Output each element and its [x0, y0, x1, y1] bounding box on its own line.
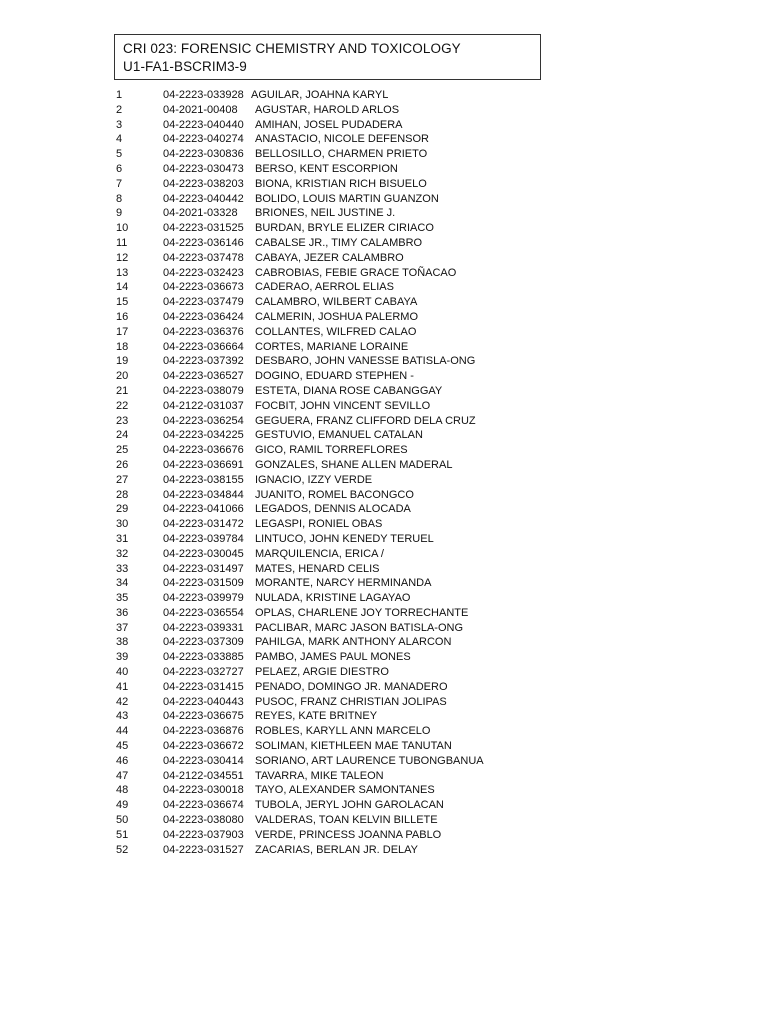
student-number: 36 — [116, 606, 129, 619]
student-name: PAMBO, JAMES PAUL MONES — [255, 651, 411, 664]
student-name: LEGADOS, DENNIS ALOCADA — [255, 503, 411, 516]
student-name: BIONA, KRISTIAN RICH BISUELO — [255, 177, 427, 190]
student-name: CORTES, MARIANE LORAINE — [255, 340, 409, 353]
student-id: 04-2223-036672 — [163, 740, 244, 753]
course-title-box — [114, 34, 541, 80]
student-id: 04-2223-038079 — [163, 384, 244, 397]
student-name: ANASTACIO, NICOLE DEFENSOR — [255, 133, 429, 146]
student-number: 34 — [116, 577, 129, 590]
student-row — [116, 221, 536, 236]
student-id: 04-2223-031509 — [163, 577, 244, 590]
student-id: 04-2223-036876 — [163, 725, 244, 738]
student-number: 3 — [116, 118, 123, 131]
student-number: 11 — [116, 236, 128, 249]
student-row — [116, 591, 536, 606]
student-row — [116, 458, 536, 473]
student-number: 7 — [116, 177, 123, 190]
student-number: 10 — [116, 222, 129, 235]
student-id: 04-2223-037309 — [163, 636, 244, 649]
student-id: 04-2223-031525 — [163, 222, 244, 235]
student-id: 04-2223-036554 — [163, 606, 244, 619]
student-number: 12 — [116, 251, 129, 264]
student-number: 16 — [116, 310, 129, 323]
student-row — [116, 547, 536, 562]
student-number: 40 — [116, 666, 129, 679]
student-id: 04-2223-036691 — [163, 458, 244, 471]
student-id: 04-2021-03328 — [163, 207, 238, 220]
student-number: 25 — [116, 444, 129, 457]
student-id: 04-2223-038203 — [163, 177, 244, 190]
student-id: 04-2122-034551 — [163, 769, 244, 782]
student-name: LINTUCO, JOHN KENEDY TERUEL — [255, 532, 434, 545]
student-id: 04-2223-039784 — [163, 532, 244, 545]
student-row — [116, 428, 536, 443]
student-row — [116, 384, 536, 399]
student-id: 04-2223-030045 — [163, 547, 244, 560]
student-name: FOCBIT, JOHN VINCENT SEVILLO — [255, 399, 431, 412]
student-number: 49 — [116, 799, 129, 812]
student-id: 04-2223-036675 — [163, 710, 244, 723]
student-name: CABROBIAS, FEBIE GRACE TOÑACAO — [255, 266, 457, 279]
student-name: DOGINO, EDUARD STEPHEN - — [255, 370, 414, 383]
student-id: 04-2223-036664 — [163, 340, 244, 353]
student-number: 22 — [116, 399, 129, 412]
student-number: 51 — [116, 828, 129, 841]
student-row — [116, 88, 536, 103]
student-name: ROBLES, KARYLL ANN MARCELO — [255, 725, 431, 738]
student-id: 04-2223-030414 — [163, 754, 244, 767]
student-id: 04-2223-032423 — [163, 266, 244, 279]
student-id: 04-2223-036254 — [163, 414, 244, 427]
student-row — [116, 147, 536, 162]
student-number: 21 — [116, 384, 129, 397]
student-id: 04-2223-036146 — [163, 236, 244, 249]
student-number: 17 — [116, 325, 129, 338]
student-name: PACLIBAR, MARC JASON BATISLA-ONG — [255, 621, 464, 634]
student-id: 04-2223-034225 — [163, 429, 244, 442]
student-id: 04-2021-00408 — [163, 103, 238, 116]
student-name: GONZALES, SHANE ALLEN MADERAL — [255, 458, 453, 471]
student-id: 04-2223-036676 — [163, 444, 244, 457]
student-name: MARQUILENCIA, ERICA / — [255, 547, 384, 560]
student-number: 20 — [116, 370, 129, 383]
student-row — [116, 266, 536, 281]
student-name: TAVARRA, MIKE TALEON — [255, 769, 384, 782]
student-id: 04-2223-038080 — [163, 814, 244, 827]
student-name: VALDERAS, TOAN KELVIN BILLETE — [255, 814, 438, 827]
student-row — [116, 621, 536, 636]
student-name: JUANITO, ROMEL BACONGCO — [255, 488, 414, 501]
student-name: LEGASPI, RONIEL OBAS — [255, 518, 383, 531]
student-row — [116, 488, 536, 503]
student-row — [116, 709, 536, 724]
student-id: 04-2122-031037 — [163, 399, 244, 412]
student-name: SORIANO, ART LAURENCE TUBONGBANUA — [255, 754, 484, 767]
student-row — [116, 295, 536, 310]
student-id: 04-2223-030018 — [163, 784, 244, 797]
student-id: 04-2223-031497 — [163, 562, 244, 575]
student-number: 6 — [116, 162, 123, 175]
student-number: 46 — [116, 754, 129, 767]
student-id: 04-2223-037392 — [163, 355, 244, 368]
student-name: COLLANTES, WILFRED CALAO — [255, 325, 417, 338]
student-number: 35 — [116, 592, 129, 605]
student-number: 26 — [116, 458, 129, 471]
student-name: CALAMBRO, WILBERT CABAYA — [255, 296, 418, 309]
student-id: 04-2223-037479 — [163, 296, 244, 309]
student-number: 18 — [116, 340, 129, 353]
student-name: IGNACIO, IZZY VERDE — [255, 473, 373, 486]
student-id: 04-2223-037478 — [163, 251, 244, 264]
student-name: CABALSE JR., TIMY CALAMBRO — [255, 236, 423, 249]
student-number: 44 — [116, 725, 129, 738]
student-number: 31 — [116, 532, 129, 545]
student-row — [116, 843, 536, 858]
student-row — [116, 399, 536, 414]
student-name: CABAYA, JEZER CALAMBRO — [255, 251, 404, 264]
student-number: 32 — [116, 547, 129, 560]
student-name: DESBARO, JOHN VANESSE BATISLA-ONG — [255, 355, 476, 368]
student-number: 43 — [116, 710, 129, 723]
student-id: 04-2223-040442 — [163, 192, 244, 205]
student-id: 04-2223-030473 — [163, 162, 244, 175]
student-row — [116, 192, 536, 207]
student-number: 41 — [116, 680, 129, 693]
student-name: BRIONES, NEIL JUSTINE J. — [255, 207, 396, 220]
section-code: U1-FA1-BSCRIM3-9 — [123, 59, 247, 74]
student-id: 04-2223-036527 — [163, 370, 244, 383]
student-number: 42 — [116, 695, 129, 708]
student-name: SOLIMAN, KIETHLEEN MAE TANUTAN — [255, 740, 452, 753]
student-number: 15 — [116, 296, 129, 309]
student-name: REYES, KATE BRITNEY — [255, 710, 378, 723]
student-name: TAYO, ALEXANDER SAMONTANES — [255, 784, 435, 797]
student-id: 04-2223-036674 — [163, 799, 244, 812]
student-row — [116, 354, 536, 369]
student-row — [116, 517, 536, 532]
student-number: 4 — [116, 133, 123, 146]
student-row — [116, 473, 536, 488]
student-number: 47 — [116, 769, 129, 782]
student-number: 24 — [116, 429, 129, 442]
student-row — [116, 103, 536, 118]
student-number: 30 — [116, 518, 129, 531]
student-row — [116, 606, 536, 621]
student-name: BERSO, KENT ESCORPION — [255, 162, 398, 175]
student-row — [116, 576, 536, 591]
student-name: CALMERIN, JOSHUA PALERMO — [255, 310, 418, 323]
student-number: 23 — [116, 414, 129, 427]
student-row — [116, 340, 536, 355]
student-name: TUBOLA, JERYL JOHN GAROLACAN — [255, 799, 444, 812]
student-row — [116, 162, 536, 177]
student-number: 33 — [116, 562, 129, 575]
student-id: 04-2223-031472 — [163, 518, 244, 531]
student-row — [116, 739, 536, 754]
student-name: VERDE, PRINCESS JOANNA PABLO — [255, 828, 442, 841]
student-id: 04-2223-036424 — [163, 310, 244, 323]
student-row — [116, 206, 536, 221]
student-row — [116, 310, 536, 325]
student-id: 04-2223-036376 — [163, 325, 244, 338]
student-name: ZACARIAS, BERLAN JR. DELAY — [255, 843, 419, 856]
student-row — [116, 443, 536, 458]
student-row — [116, 783, 536, 798]
student-id: 04-2223-033885 — [163, 651, 244, 664]
student-name: CADERAO, AERROL ELIAS — [255, 281, 394, 294]
student-name: GICO, RAMIL TORREFLORES — [255, 444, 408, 457]
student-name: PENADO, DOMINGO JR. MANADERO — [255, 680, 448, 693]
student-id: 04-2223-038155 — [163, 473, 244, 486]
student-id: 04-2223-032727 — [163, 666, 244, 679]
student-row — [116, 695, 536, 710]
student-name: BELLOSILLO, CHARMEN PRIETO — [255, 148, 428, 161]
student-id: 04-2223-033928 — [163, 89, 244, 101]
student-row — [116, 650, 536, 665]
student-number: 28 — [116, 488, 129, 501]
student-row — [116, 635, 536, 650]
student-row — [116, 813, 536, 828]
student-number: 50 — [116, 814, 129, 827]
student-number: 45 — [116, 740, 129, 753]
student-row — [116, 414, 536, 429]
student-row — [116, 280, 536, 295]
student-name: ESTETA, DIANA ROSE CABANGGAY — [255, 384, 443, 397]
student-number: 5 — [116, 148, 123, 161]
student-id: 04-2223-031527 — [163, 843, 244, 856]
student-name: MORANTE, NARCY HERMINANDA — [255, 577, 432, 590]
student-number: 13 — [116, 266, 129, 279]
student-name: PUSOC, FRANZ CHRISTIAN JOLIPAS — [255, 695, 447, 708]
student-number: 29 — [116, 503, 129, 516]
student-id: 04-2223-034844 — [163, 488, 244, 501]
student-row — [116, 369, 536, 384]
student-row — [116, 754, 536, 769]
student-row — [116, 118, 536, 133]
student-row — [116, 532, 536, 547]
student-name: NULADA, KRISTINE LAGAYAO — [255, 592, 411, 605]
student-row — [116, 798, 536, 813]
student-row — [116, 236, 536, 251]
student-row — [116, 665, 536, 680]
student-id: 04-2223-040443 — [163, 695, 244, 708]
student-number: 37 — [116, 621, 129, 634]
student-number: 48 — [116, 784, 129, 797]
student-id: 04-2223-041066 — [163, 503, 244, 516]
student-row — [116, 325, 536, 340]
student-name: PAHILGA, MARK ANTHONY ALARCON — [255, 636, 452, 649]
student-number: 2 — [116, 103, 123, 116]
student-id: 04-2223-039979 — [163, 592, 244, 605]
student-name: AGUSTAR, HAROLD ARLOS — [255, 103, 400, 116]
student-name: GESTUVIO, EMANUEL CATALAN — [255, 429, 423, 442]
student-id: 04-2223-037903 — [163, 828, 244, 841]
student-number: 9 — [116, 207, 123, 220]
student-number: 8 — [116, 192, 123, 205]
student-name: PELAEZ, ARGIE DIESTRO — [255, 666, 389, 679]
student-id: 04-2223-030836 — [163, 148, 244, 161]
student-id: 04-2223-040274 — [163, 133, 244, 146]
student-row — [116, 251, 536, 266]
student-row — [116, 502, 536, 517]
student-roster — [116, 88, 536, 857]
student-id: 04-2223-039331 — [163, 621, 244, 634]
student-name: AMIHAN, JOSEL PUDADERA — [255, 118, 403, 131]
student-number: 19 — [116, 355, 129, 368]
student-number: 14 — [116, 281, 129, 294]
student-number: 38 — [116, 636, 129, 649]
student-number: 1 — [116, 89, 123, 101]
student-name: AGUILAR, JOAHNA KARYL — [251, 89, 389, 101]
student-name: BURDAN, BRYLE ELIZER CIRIACO — [255, 222, 434, 235]
student-row — [116, 132, 536, 147]
student-row — [116, 680, 536, 695]
student-id: 04-2223-040440 — [163, 118, 244, 131]
student-row — [116, 828, 536, 843]
student-name: OPLAS, CHARLENE JOY TORRECHANTE — [255, 606, 469, 619]
student-id: 04-2223-036673 — [163, 281, 244, 294]
student-number: 52 — [116, 843, 129, 856]
student-name: MATES, HENARD CELIS — [255, 562, 380, 575]
course-title: CRI 023: FORENSIC CHEMISTRY AND TOXICOLOGY — [123, 41, 461, 56]
student-row — [116, 177, 536, 192]
student-number: 39 — [116, 651, 129, 664]
student-row — [116, 769, 536, 784]
student-row — [116, 562, 536, 577]
student-row — [116, 724, 536, 739]
student-id: 04-2223-031415 — [163, 680, 244, 693]
student-name: GEGUERA, FRANZ CLIFFORD DELA CRUZ — [255, 414, 476, 427]
student-name: BOLIDO, LOUIS MARTIN GUANZON — [255, 192, 439, 205]
student-number: 27 — [116, 473, 129, 486]
